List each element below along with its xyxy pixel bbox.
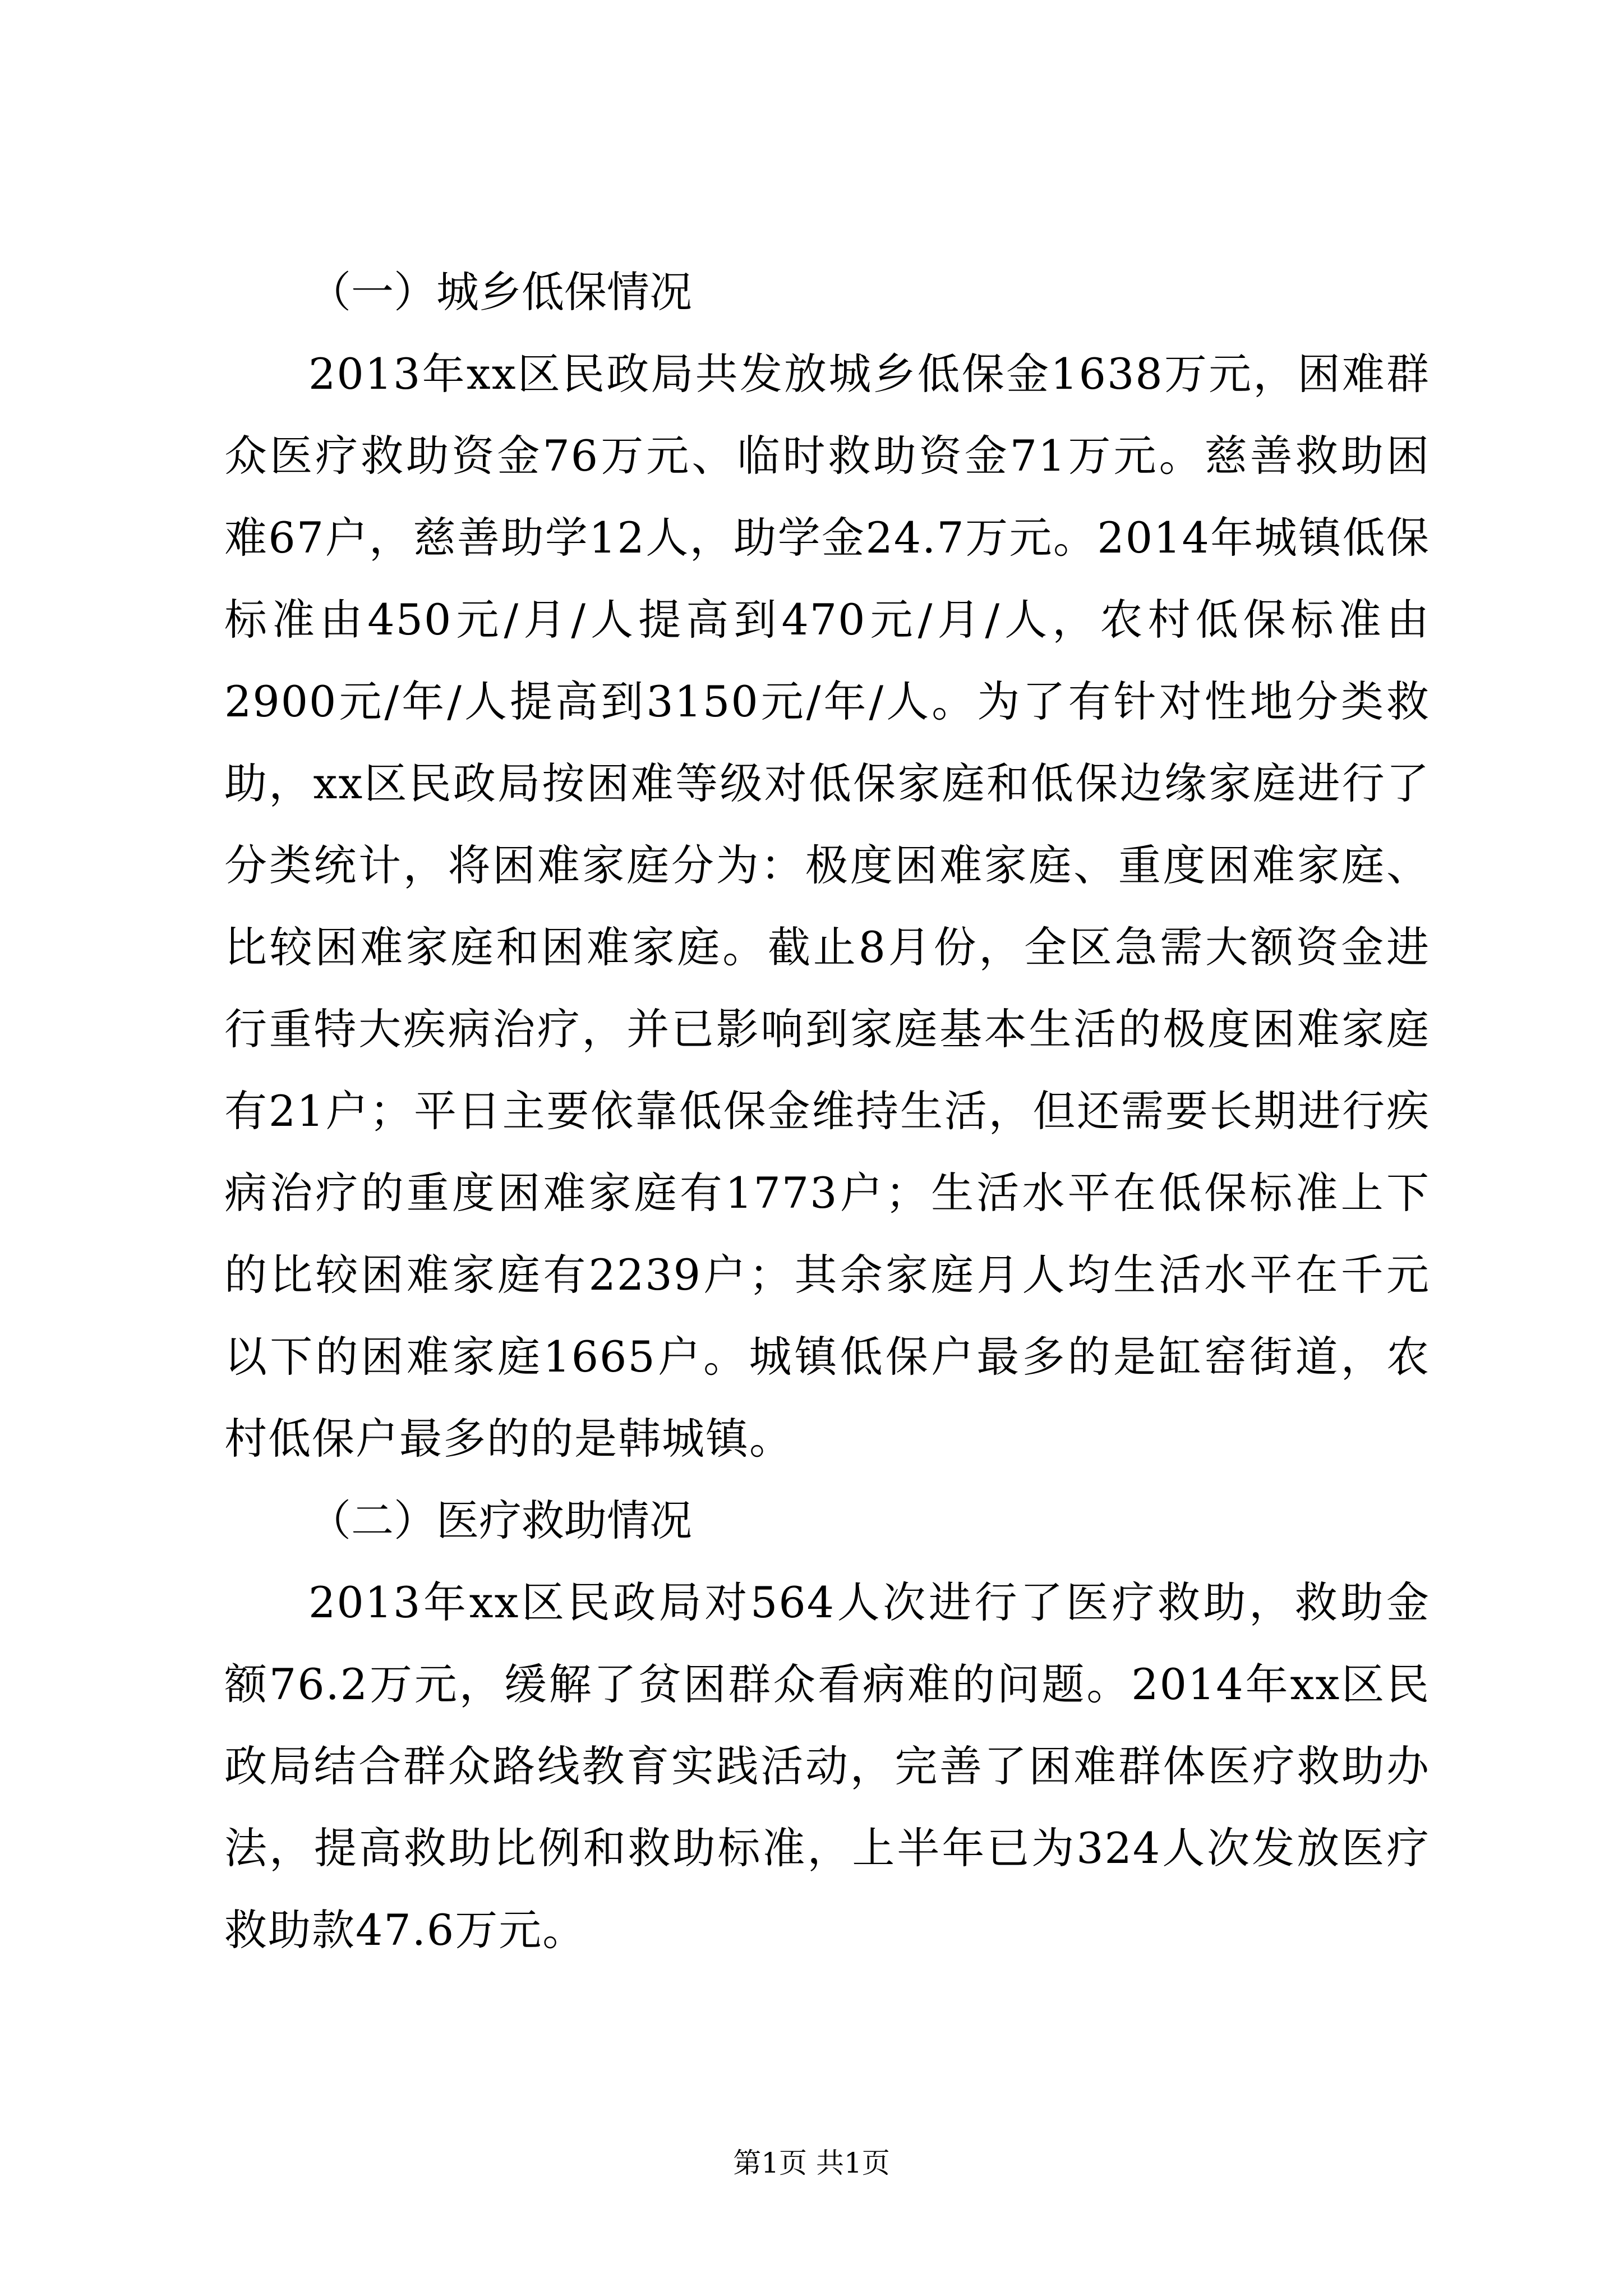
document-body	[224, 251, 1430, 1971]
section-heading-2: （二）医疗救助情况	[308, 1496, 692, 1545]
section-heading-1: （一）城乡低保情况	[308, 267, 692, 317]
section-paragraph-2: 2013年xx区民政局对564人次进行了医疗救助，救助金额76.2万元，缓解了贫困群众看病难的问题。2014年xx区民政局结合群众路线教育实践活动，完善了困难群体医疗救助办法，提高救助比例和救助标准，上半年已为324人次发放医疗救助款47.6万元。	[224, 1577, 1430, 1955]
page-footer: 第1页 共1页	[733, 2147, 890, 2179]
section-paragraph-1: 2013年xx区民政局共发放城乡低保金1638万元，困难群众医疗救助资金76万元、临时救助资金71万元。慈善救助困难67户，慈善助学12人，助学金24.7万元。2014年城镇低保标准由450元/月/人提高到470元/月/人，农村低保标准由2900元/年/人提高到3150元/年/人。为了有针对性地分类救助，xx区民政局按困难等级对低保家庭和低保边缘家庭进行了分类统计，将困难家庭分为：极度困难家庭、重度困难家庭、比较困难家庭和困难家庭。截止8月份，全区急需大额资金进行重特大疾病治疗，并已影响到家庭基本生活的极度困难家庭有21户；平日主要依靠低保金维持生活，但还需要长期进行疾病治疗的重度困难家庭有1773户；生活水平在低保标准上下的比较困难家庭有2239户；其余家庭月人均生活水平在千元以下的困难家庭1665户。城镇低保户最多的是缸窑街道，农村低保户最多的的是韩城镇。	[224, 349, 1430, 1464]
